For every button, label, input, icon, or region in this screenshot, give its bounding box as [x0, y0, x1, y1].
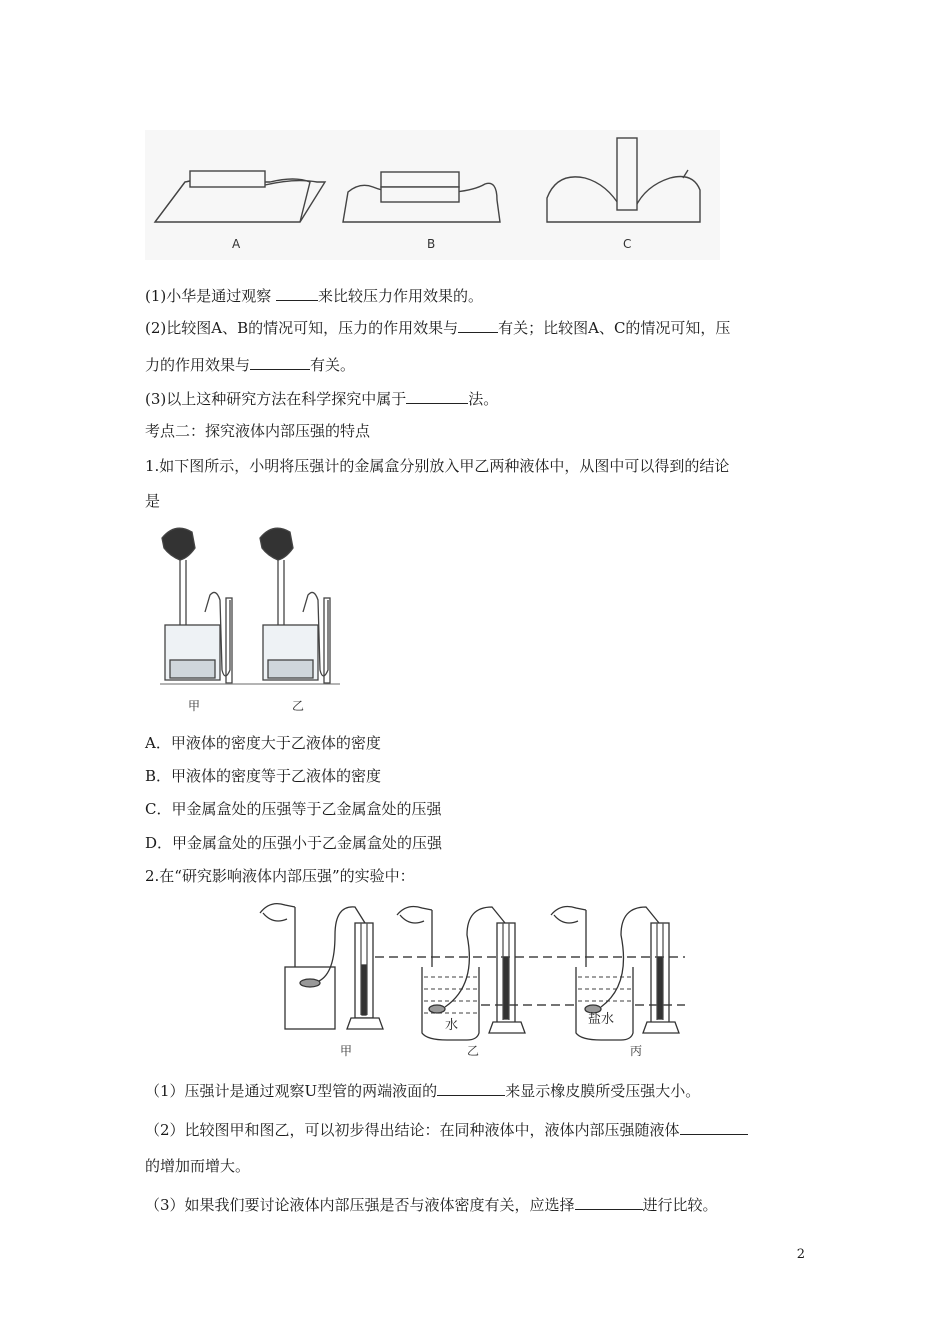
figure-b-label: B: [427, 237, 436, 251]
q3-blank-1: [437, 1081, 505, 1096]
page-number: 2: [796, 1247, 805, 1262]
q1-line-3: 力的作用效果与 有关。: [145, 356, 356, 374]
q2-stem-line-1: 1.如下图所示，小明将压强计的金属盒分别放入甲乙两种液体中，从图中可以得到的结论: [145, 457, 730, 475]
q3-sub-2-cont: 的增加而增大。: [145, 1157, 251, 1175]
manometer-yi: [260, 528, 330, 683]
q1-line-1: (1)小华是通过观察 来比较压力作用效果的。: [145, 287, 484, 305]
setup-jia: [260, 904, 383, 1029]
q3-blank-3: [575, 1195, 643, 1210]
fig3-label-jia: 甲: [340, 1044, 353, 1058]
fig2-label-yi: 乙: [292, 699, 305, 713]
q3-sub-1: （1）压强计是通过观察U型管的两端液面的 来显示橡皮膜所受压强大小。: [145, 1082, 701, 1100]
q1-blank-4: [406, 389, 468, 404]
q3-blank-2: [680, 1120, 748, 1135]
q1-blank-1: [276, 286, 318, 301]
setup-yi: [397, 907, 525, 1040]
q1-line-4: (3)以上这种研究方法在科学探究中属于 法。: [145, 390, 499, 408]
figure-c-label: C: [623, 237, 632, 251]
setup-bing: [551, 907, 679, 1040]
q3-stem: 2.在“研究影响液体内部压强”的实验中：: [145, 867, 415, 885]
q2-stem-line-2: 是: [145, 492, 161, 510]
q3-sub-3: （3）如果我们要讨论液体内部压强是否与液体密度有关，应选择 进行比较。: [145, 1196, 718, 1214]
fig2-label-jia: 甲: [188, 699, 201, 713]
figure-a-label: A: [232, 237, 241, 251]
liquid-pressure-experiment-figure: [255, 895, 700, 1060]
fig3-label-bing: 丙: [630, 1044, 643, 1058]
fig3-label-yi: 乙: [467, 1044, 480, 1058]
manometer-comparison-figure: [150, 520, 350, 715]
q2-option-a: A．甲液体的密度大于乙液体的密度: [145, 734, 381, 752]
q1-blank-2: [458, 318, 498, 333]
q2-option-c: C．甲金属盒处的压强等于乙金属盒处的压强: [145, 800, 442, 818]
q3-sub-2: （2）比较图甲和图乙，可以初步得出结论：在同种液体中，液体内部压强随液体: [145, 1120, 748, 1140]
q2-option-d: D．甲金属盒处的压强小于乙金属盒处的压强: [145, 834, 443, 852]
setup-yi-liquid-label: 水: [445, 1018, 459, 1033]
q2-option-b: B．甲液体的密度等于乙液体的密度: [145, 767, 382, 785]
section-2-title: 考点二：探究液体内部压强的特点: [145, 422, 371, 440]
q1-line-2: (2)比较图A、B的情况可知，压力的作用效果与 有关；比较图A、C的情况可知，压: [145, 319, 731, 337]
sponge-pressure-figure: [145, 130, 720, 260]
setup-bing-liquid-label: 盐水: [588, 1012, 615, 1027]
q1-blank-3: [250, 355, 310, 370]
